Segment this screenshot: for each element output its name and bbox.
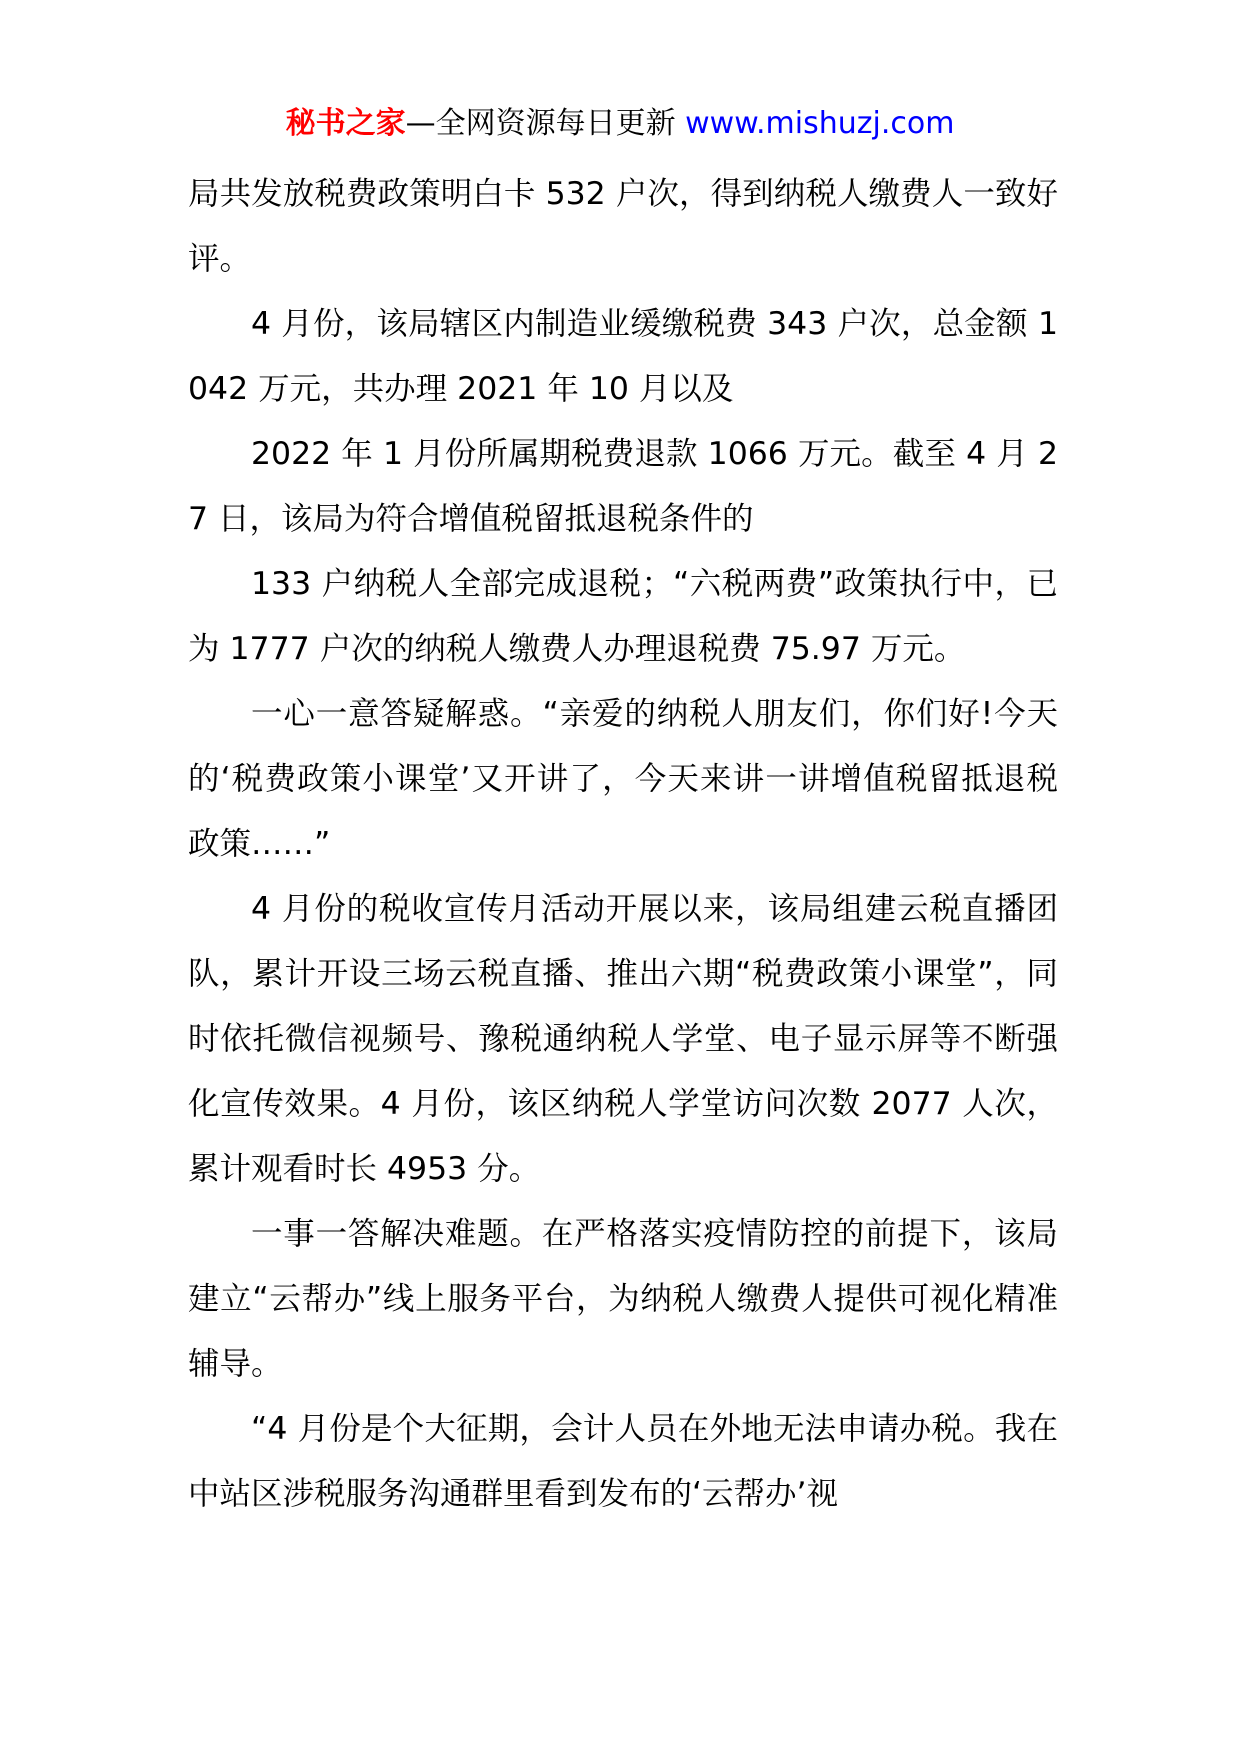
paragraph-2: 4 月份，该局辖区内制造业缓缴税费 343 户次，总金额 1042 万元，共办理 2021 年 10 月以及 bbox=[188, 306, 1058, 407]
paragraph-6: 4 月份的税收宣传月活动开展以来，该局组建云税直播团队，累计开设三场云税直播、推出六期“税费政策小课堂”，同时依托微信视频号、豫税通纳税人学堂、电子显示屏等不断强化宣传效果。4 月份，该区纳税人学堂访问次数 2077 人次，累计观看时长 4953 分。 bbox=[188, 891, 1058, 1187]
brand-name: 秘书之家 bbox=[285, 106, 406, 141]
paragraph-8: “4 月份是个大征期，会计人员在外地无法申请办税。我在中站区涉税服务沟通群里看到发布的‘云帮办’视 bbox=[188, 1411, 1058, 1512]
document-body bbox=[188, 162, 1058, 1527]
paragraph-1: 局共发放税费政策明白卡 532 户次，得到纳税人缴费人一致好评。 bbox=[188, 176, 1058, 277]
paragraph-4: 133 户纳税人全部完成退税；“六税两费”政策执行中，已为 1777 户次的纳税人缴费人办理退税费 75.97 万元。 bbox=[188, 566, 1058, 667]
paragraph-7: 一事一答解决难题。在严格落实疫情防控的前提下，该局建立“云帮办”线上服务平台，为纳税人缴费人提供可视化精准辅导。 bbox=[188, 1216, 1058, 1382]
site-url-link[interactable]: www.mishuzj.com bbox=[685, 106, 955, 141]
site-header bbox=[0, 104, 1240, 144]
paragraph-5: 一心一意答疑解惑。“亲爱的纳税人朋友们，你们好!今天的‘税费政策小课堂’又开讲了，今天来讲一讲增值税留抵退税政策……” bbox=[188, 696, 1058, 862]
header-tagline: —全网资源每日更新 bbox=[405, 106, 686, 141]
paragraph-3: 2022 年 1 月份所属期税费退款 1066 万元。截至 4 月 27 日，该局为符合增值税留抵退税条件的 bbox=[188, 436, 1058, 537]
